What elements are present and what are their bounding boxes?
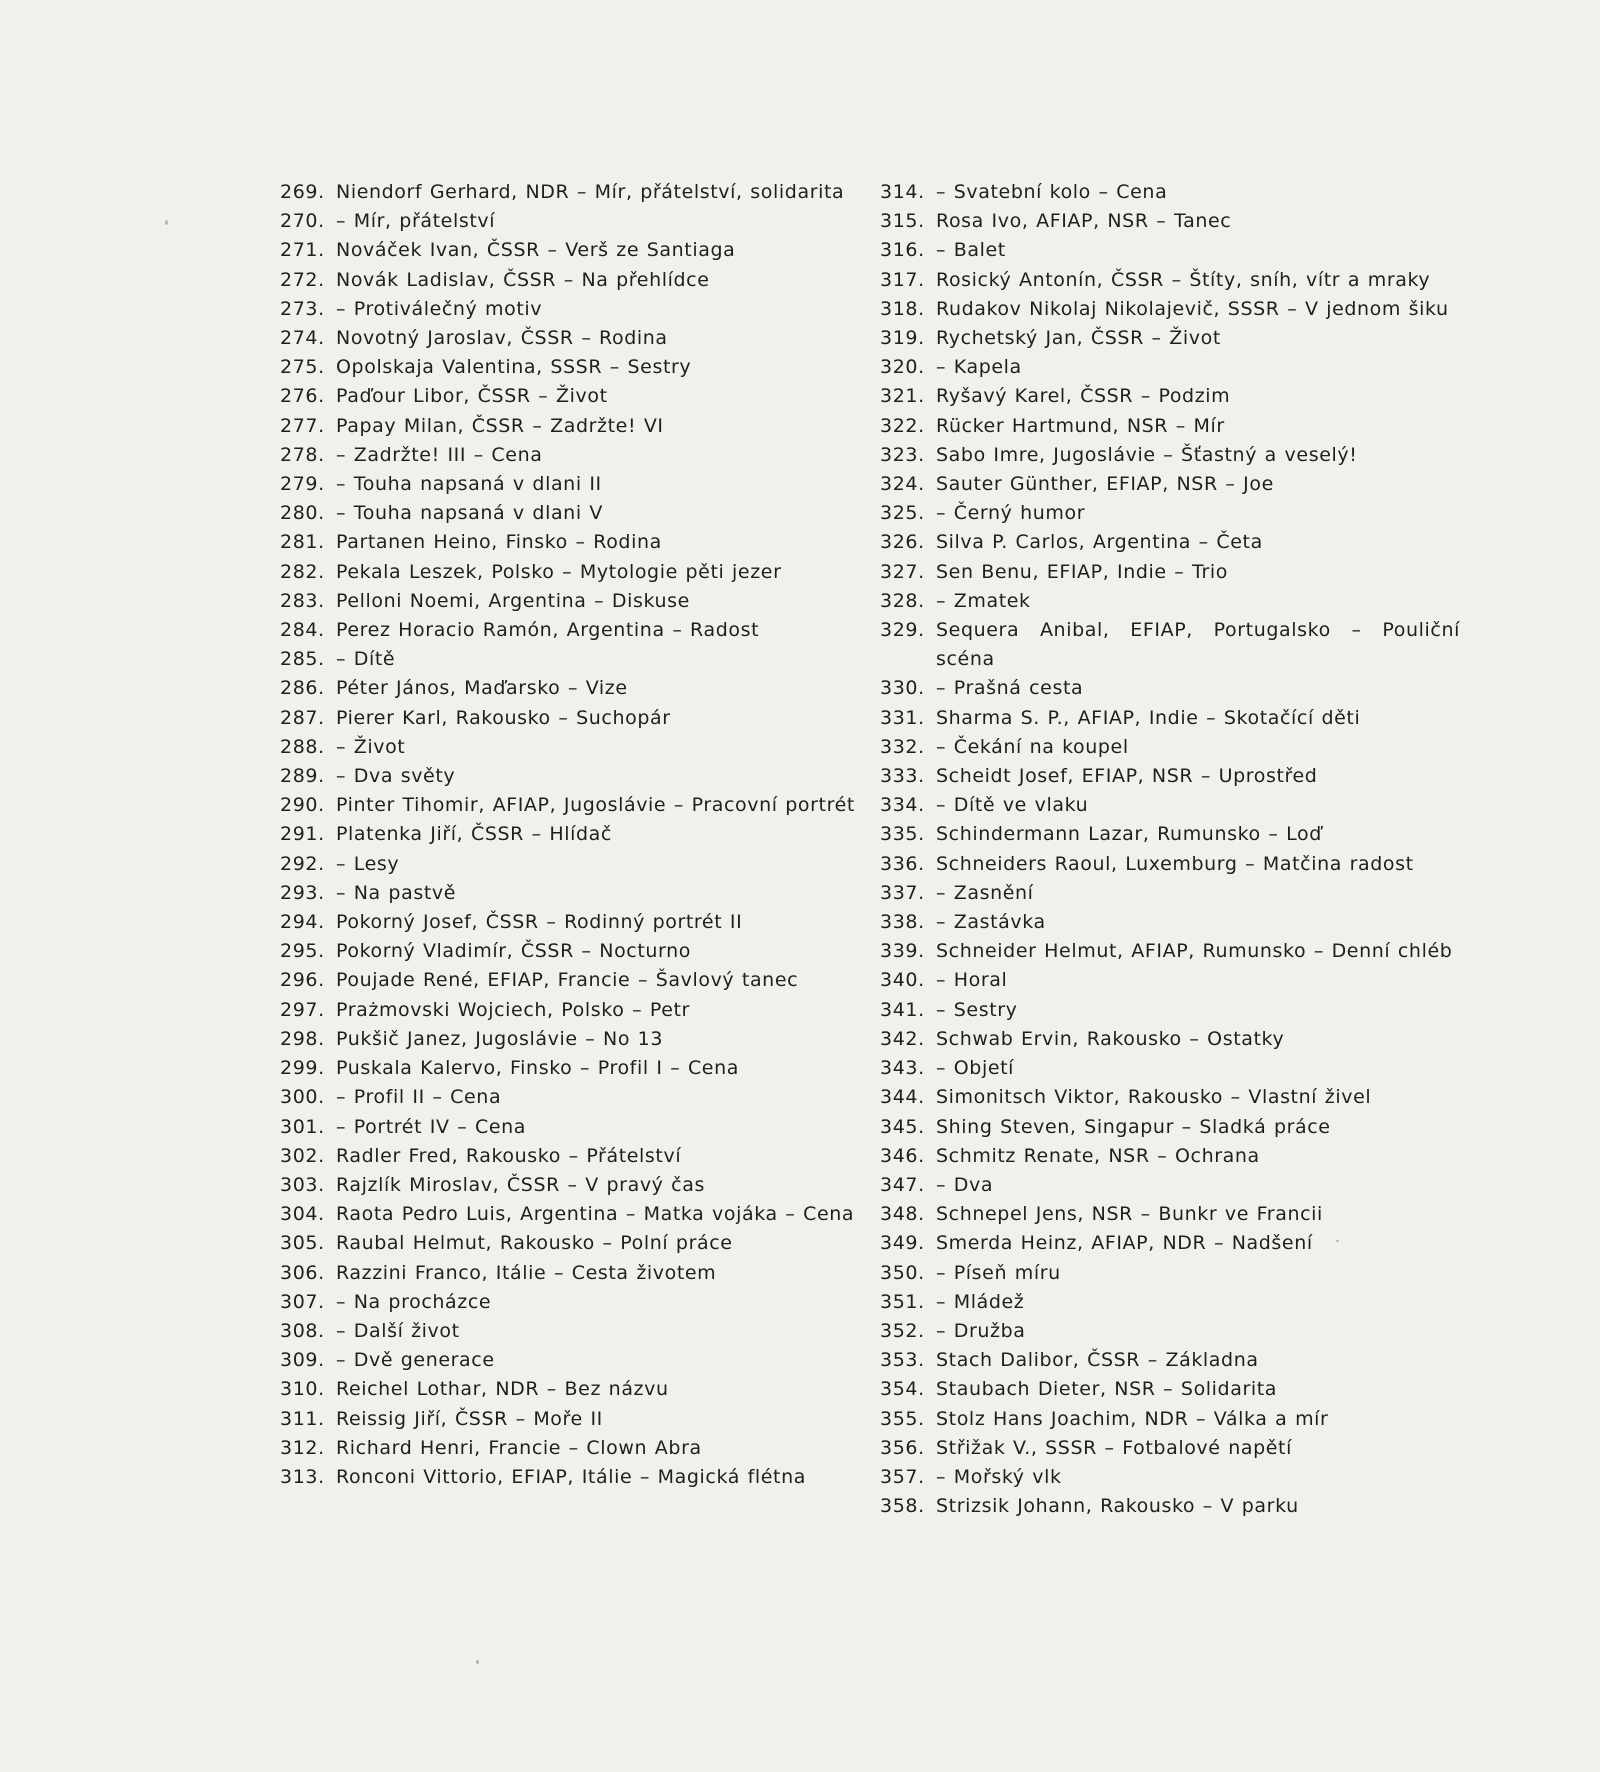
entry-number: 306. [280,1261,325,1284]
entry-text: Sequera Anibal, EFIAP, Portugalsko – Pouliční scéna [936,619,1460,671]
entry-text: – Zadržte! III – Cena [336,443,543,466]
catalog-entry [280,937,870,966]
entry-text: Smerda Heinz, AFIAP, NDR – Nadšení [936,1232,1313,1255]
paper-speck [165,220,168,225]
catalog-entry [280,996,870,1025]
entry-text: – Balet [936,239,1006,262]
entry-text: – Mládež [936,1290,1025,1313]
entry-number: 313. [280,1465,325,1488]
entry-number: 287. [280,706,325,729]
entry-number: 331. [880,706,925,729]
entry-number: 320. [880,356,925,379]
entry-number: 296. [280,969,325,992]
entry-number: 309. [280,1349,325,1372]
entry-text: – Zmatek [936,589,1031,612]
catalog-entry [880,616,1460,674]
entry-text: Paďour Libor, ČSSR – Život [336,385,608,408]
entry-text: – Dítě ve vlaku [936,794,1089,817]
entry-text: – Na procházce [336,1290,492,1313]
entry-text: – Družba [936,1319,1026,1342]
entry-number: 279. [280,473,325,496]
entry-text: – Protiválečný motiv [336,297,543,320]
entry-number: 350. [880,1261,925,1284]
entry-number: 303. [280,1173,325,1196]
catalog-entry [880,1200,1460,1229]
entry-number: 325. [880,502,925,525]
catalog-entry [880,266,1460,295]
entry-number: 281. [280,531,325,554]
entry-number: 301. [280,1115,325,1138]
entry-number: 284. [280,619,325,642]
entry-text: – Portrét IV – Cena [336,1115,526,1138]
entry-number: 283. [280,589,325,612]
entry-text: Poujade René, EFIAP, Francie – Šavlový tanec [336,969,799,992]
entry-number: 317. [880,268,925,291]
entry-number: 307. [280,1290,325,1313]
catalog-entry [280,382,870,411]
entry-text: Novotný Jaroslav, ČSSR – Rodina [336,327,668,350]
catalog-entry [880,382,1460,411]
entry-text: – Dítě [336,648,396,671]
catalog-entry [280,266,870,295]
entry-text: – Horal [936,969,1008,992]
entry-text: Pinter Tihomir, AFIAP, Jugoslávie – Pracovní portrét [336,794,855,817]
catalog-entry [280,1200,870,1229]
catalog-entry [280,645,870,674]
catalog-entry [280,470,870,499]
catalog-entry [280,1142,870,1171]
entry-number: 344. [880,1086,925,1109]
entry-number: 357. [880,1465,925,1488]
catalog-entry [280,1171,870,1200]
catalog-entry [880,178,1460,207]
entry-text: Shing Steven, Singapur – Sladká práce [936,1115,1331,1138]
entry-text: Reissig Jiří, ČSSR – Moře II [336,1407,603,1430]
catalog-entry [880,966,1460,995]
entry-number: 288. [280,735,325,758]
catalog-entry [880,762,1460,791]
entry-text: Stolz Hans Joachim, NDR – Válka a mír [936,1407,1329,1430]
entry-text: Papay Milan, ČSSR – Zadržte! VI [336,414,664,437]
catalog-entry [880,850,1460,879]
entry-text: Platenka Jiří, ČSSR – Hlídač [336,823,612,846]
catalog-entry [880,207,1460,236]
entry-text: – Život [336,735,406,758]
catalog-entry [880,820,1460,849]
catalog-entry [280,1054,870,1083]
catalog-entry [280,528,870,557]
entry-text: – Zasnění [936,881,1034,904]
entry-text: Sharma S. P., AFIAP, Indie – Skotačící děti [936,706,1361,729]
catalog-entry [280,207,870,236]
catalog-entry [280,558,870,587]
paper-speck [476,1660,479,1664]
entry-text: Opolskaja Valentina, SSSR – Sestry [336,356,692,379]
entry-number: 276. [280,385,325,408]
entry-text: Rudakov Nikolaj Nikolajevič, SSSR – V jednom šiku [936,297,1449,320]
catalog-entry [880,1142,1460,1171]
entry-text: Schmitz Renate, NSR – Ochrana [936,1144,1260,1167]
entry-text: Niendorf Gerhard, NDR – Mír, přátelství, solidarita [336,181,845,203]
entry-text: Nováček Ivan, ČSSR – Verš ze Santiaga [336,239,736,262]
entry-number: 275. [280,356,325,379]
entry-text: – Profil II – Cena [336,1086,502,1109]
entry-text: – Dva [936,1173,994,1196]
entry-number: 315. [880,210,925,233]
entry-number: 286. [280,677,325,700]
entry-number: 349. [880,1232,925,1255]
entry-text: Schneider Helmut, AFIAP, Rumunsko – Denní chléb [936,940,1453,963]
catalog-entry [280,879,870,908]
entry-text: Pokorný Josef, ČSSR – Rodinný portrét II [336,911,743,934]
entry-number: 297. [280,998,325,1021]
entry-text: Pelloni Noemi, Argentina – Diskuse [336,589,690,612]
entry-number: 282. [280,560,325,583]
catalog-entry [880,1492,1460,1521]
paper-speck [1336,1240,1339,1242]
catalog-entry [280,616,870,645]
entry-number: 278. [280,443,325,466]
entry-number: 290. [280,794,325,817]
catalog-entry [880,1113,1460,1142]
entry-number: 342. [880,1027,925,1050]
catalog-entry [880,1317,1460,1346]
entry-text: – Další život [336,1319,460,1342]
catalog-entry [880,324,1460,353]
entry-text: Richard Henri, Francie – Clown Abra [336,1436,702,1459]
entry-text: Radler Fred, Rakousko – Přátelství [336,1144,682,1167]
catalog-entry [280,1317,870,1346]
entry-text: Pukšič Janez, Jugoslávie – No 13 [336,1027,664,1050]
catalog-entry [280,966,870,995]
entry-number: 273. [280,297,325,320]
entry-text: Ronconi Vittorio, EFIAP, Itálie – Magická flétna [336,1465,806,1488]
entry-number: 319. [880,327,925,350]
entry-text: Prażmovski Wojciech, Polsko – Petr [336,998,690,1021]
catalog-entry [280,1229,870,1258]
entry-text: Perez Horacio Ramón, Argentina – Radost [336,619,760,642]
catalog-entry [880,236,1460,265]
entry-text: Razzini Franco, Itálie – Cesta životem [336,1261,717,1284]
entry-text: Sauter Günther, EFIAP, NSR – Joe [936,473,1274,496]
entry-number: 358. [880,1495,925,1518]
catalog-entry [880,1375,1460,1404]
catalog-entry [880,470,1460,499]
entry-number: 323. [880,443,925,466]
entry-number: 270. [280,210,325,233]
catalog-entry [880,704,1460,733]
catalog-entry [280,1434,870,1463]
entry-number: 324. [880,473,925,496]
entry-text: – Na pastvě [336,881,457,904]
entry-text: Rosa Ivo, AFIAP, NSR – Tanec [936,210,1232,233]
catalog-entry [880,1229,1460,1258]
entry-text: Novák Ladislav, ČSSR – Na přehlídce [336,268,710,291]
entry-text: Partanen Heino, Finsko – Rodina [336,531,662,554]
entry-text: Strizsik Johann, Rakousko – V parku [936,1495,1299,1518]
entry-text: Schneiders Raoul, Luxemburg – Matčina radost [936,852,1414,875]
entry-text: – Touha napsaná v dlani II [336,473,602,496]
catalog-entry [880,1171,1460,1200]
catalog-entry [280,178,870,207]
entry-number: 285. [280,648,325,671]
entry-text: Silva P. Carlos, Argentina – Četa [936,531,1263,554]
entry-text: – Touha napsaná v dlani V [336,502,603,525]
entry-number: 304. [280,1203,325,1226]
catalog-entry [280,412,870,441]
entry-text: Schwab Ervin, Rakousko – Ostatky [936,1027,1285,1050]
catalog-entry [880,1346,1460,1375]
entry-number: 299. [280,1057,325,1080]
entry-number: 336. [880,852,925,875]
entry-number: 295. [280,940,325,963]
catalog-entry [280,499,870,528]
entry-number: 332. [880,735,925,758]
entry-text: – Objetí [936,1057,1015,1080]
catalog-entry [880,1083,1460,1112]
entry-text: Rajzlík Miroslav, ČSSR – V pravý čas [336,1173,705,1196]
entry-text: – Dvě generace [336,1349,495,1372]
entry-number: 330. [880,677,925,700]
entry-text: – Lesy [336,852,400,875]
entry-number: 355. [880,1407,925,1430]
right-column [880,178,1460,1521]
entry-text: Rosický Antonín, ČSSR – Štíty, sníh, vítr a mraky [936,268,1431,291]
catalog-entry [280,908,870,937]
catalog-entry [880,674,1460,703]
entry-text: – Kapela [936,356,1022,379]
entry-text: Sabo Imre, Jugoslávie – Šťastný a veselý! [936,443,1358,466]
catalog-entry [880,791,1460,820]
catalog-entry [280,820,870,849]
catalog-entry [880,353,1460,382]
catalog-entry [880,558,1460,587]
catalog-entry [880,1405,1460,1434]
entry-number: 321. [880,385,925,408]
entry-number: 314. [880,181,925,203]
left-column [280,178,870,1492]
entry-number: 291. [280,823,325,846]
catalog-entry [280,1025,870,1054]
entry-text: – Sestry [936,998,1018,1021]
entry-number: 310. [280,1378,325,1401]
catalog-entry [280,733,870,762]
entry-text: – Dva světy [336,765,456,788]
catalog-entry [880,937,1460,966]
entry-number: 345. [880,1115,925,1138]
catalog-entry [880,528,1460,557]
entry-number: 305. [280,1232,325,1255]
entry-text: Péter János, Maďarsko – Vize [336,677,628,700]
entry-number: 327. [880,560,925,583]
catalog-entry [280,324,870,353]
entry-number: 269. [280,181,325,203]
entry-number: 322. [880,414,925,437]
entry-text: Pekala Leszek, Polsko – Mytologie pěti jezer [336,560,782,583]
catalog-entry [880,499,1460,528]
entry-number: 298. [280,1027,325,1050]
catalog-entry [880,1434,1460,1463]
entry-number: 354. [880,1378,925,1401]
entry-text: – Mořský vlk [936,1465,1062,1488]
entry-number: 326. [880,531,925,554]
entry-number: 335. [880,823,925,846]
catalog-entry [880,1288,1460,1317]
entry-text: Raubal Helmut, Rakousko – Polní práce [336,1232,733,1255]
entry-number: 343. [880,1057,925,1080]
catalog-entry [880,1463,1460,1492]
entry-text: Pokorný Vladimír, ČSSR – Nocturno [336,940,691,963]
entry-number: 316. [880,239,925,262]
catalog-entry [880,908,1460,937]
entry-text: Stach Dalibor, ČSSR – Základna [936,1349,1259,1372]
entry-number: 300. [280,1086,325,1109]
entry-number: 308. [280,1319,325,1342]
entry-text: Reichel Lothar, NDR – Bez názvu [336,1378,669,1401]
entry-text: Sen Benu, EFIAP, Indie – Trio [936,560,1228,583]
entry-number: 292. [280,852,325,875]
catalog-entry [280,1405,870,1434]
entry-text: – Mír, přátelství [336,210,496,233]
entry-text: – Píseň míru [936,1261,1061,1284]
catalog-entry [880,733,1460,762]
entry-text: Pierer Karl, Rakousko – Suchopár [336,706,671,729]
entry-number: 293. [280,881,325,904]
catalog-entry [280,850,870,879]
entry-text: Rücker Hartmund, NSR – Mír [936,414,1225,437]
catalog-entry [280,1113,870,1142]
catalog-entry [880,1259,1460,1288]
entry-text: Schindermann Lazar, Rumunsko – Loď [936,823,1322,846]
entry-number: 338. [880,911,925,934]
catalog-entry [880,879,1460,908]
entry-text: – Čekání na koupel [936,735,1129,758]
catalog-entry [280,1083,870,1112]
entry-text: Simonitsch Viktor, Rakousko – Vlastní živel [936,1086,1372,1109]
entry-text: – Zastávka [936,911,1046,934]
catalog-entry [280,587,870,616]
entry-number: 289. [280,765,325,788]
entry-number: 328. [880,589,925,612]
entry-number: 312. [280,1436,325,1459]
entry-number: 347. [880,1173,925,1196]
entry-number: 274. [280,327,325,350]
entry-number: 337. [880,881,925,904]
catalog-entry [280,1288,870,1317]
catalog-entry [280,353,870,382]
catalog-entry [280,674,870,703]
entry-text: Ryšavý Karel, ČSSR – Podzim [936,385,1231,408]
entry-number: 334. [880,794,925,817]
catalog-entry [880,1025,1460,1054]
entry-number: 356. [880,1436,925,1459]
catalog-entry [280,1463,870,1492]
entry-number: 351. [880,1290,925,1313]
entry-text: – Černý humor [936,502,1086,525]
catalog-entry [880,1054,1460,1083]
entry-number: 271. [280,239,325,262]
entry-number: 346. [880,1144,925,1167]
catalog-entry [280,295,870,324]
catalog-entry [280,441,870,470]
entry-text: Puskala Kalervo, Finsko – Profil I – Cena [336,1057,739,1080]
entry-number: 272. [280,268,325,291]
entry-number: 277. [280,414,325,437]
entry-text: Staubach Dieter, NSR – Solidarita [936,1378,1278,1401]
catalog-entry [880,587,1460,616]
entry-text: Raota Pedro Luis, Argentina – Matka vojáka – Cena [336,1203,855,1226]
catalog-entry [880,295,1460,324]
catalog-entry [280,1259,870,1288]
entry-number: 348. [880,1203,925,1226]
entry-text: – Svatební kolo – Cena [936,181,1168,203]
entry-number: 302. [280,1144,325,1167]
entry-text: Rychetský Jan, ČSSR – Život [936,327,1221,350]
catalog-entry [880,996,1460,1025]
entry-number: 329. [880,619,925,642]
catalog-entry [280,1346,870,1375]
catalog-entry [880,412,1460,441]
entry-number: 311. [280,1407,325,1430]
entry-number: 340. [880,969,925,992]
catalog-entry [280,762,870,791]
entry-number: 280. [280,502,325,525]
catalog-entry [280,1375,870,1404]
catalog-entry [280,704,870,733]
entry-number: 333. [880,765,925,788]
catalog-entry [280,236,870,265]
catalog-entry [880,441,1460,470]
entry-text: Scheidt Josef, EFIAP, NSR – Uprostřed [936,765,1318,788]
entry-text: Schnepel Jens, NSR – Bunkr ve Francii [936,1203,1323,1226]
entry-number: 294. [280,911,325,934]
entry-number: 353. [880,1349,925,1372]
entry-number: 352. [880,1319,925,1342]
entry-text: Střižak V., SSSR – Fotbalové napětí [936,1436,1292,1459]
entry-number: 339. [880,940,925,963]
catalog-entry [280,791,870,820]
entry-number: 341. [880,998,925,1021]
entry-number: 318. [880,297,925,320]
entry-text: – Prašná cesta [936,677,1084,700]
